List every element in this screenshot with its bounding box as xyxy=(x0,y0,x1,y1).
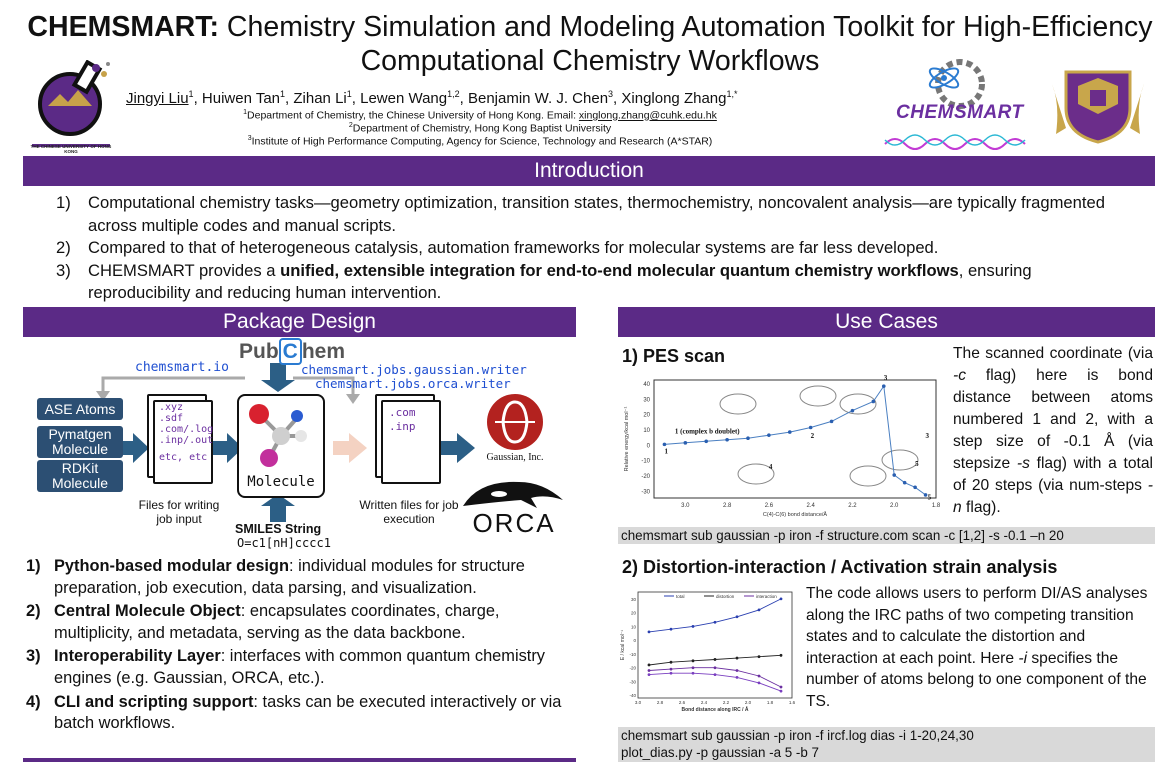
item-text: : encapsulates coordinates, charge, multiplicity, and metadata, serving as the data backbone. xyxy=(54,602,500,642)
dias-xtick-label: 1.8 xyxy=(766,700,774,705)
molecule-structure-icon xyxy=(720,394,756,414)
written-caption: Written files for job execution xyxy=(359,498,459,526)
file-ext: .xyz xyxy=(159,402,184,413)
dias-text: The code allows users to perform DI/AS analyses along the IRC paths of two competing transition states and to calculate the distortion and interaction at each point. Here xyxy=(806,585,1148,667)
item-bold-text: Python-based modular design xyxy=(54,557,289,575)
pes-point-label: 1 xyxy=(664,447,668,456)
pubchem-text: hem xyxy=(301,340,346,363)
io-module-label: chemsmart.io xyxy=(135,360,229,375)
author-name: Xinglong Zhang xyxy=(621,90,727,107)
pes-ytick-label: -30 xyxy=(641,489,650,496)
item-text: , ensuring reproducibility and reducing human intervention. xyxy=(88,260,1032,303)
author-name: Benjamin W. J. Chen xyxy=(467,90,609,107)
pes-point-label: 3 xyxy=(883,374,888,382)
dias-data-point xyxy=(714,673,717,676)
file-ext: etc, etc xyxy=(159,452,208,463)
pes-point-label: 5 xyxy=(927,493,932,502)
package-feature-list xyxy=(26,556,582,737)
dias-command[interactable]: chemsmart sub gaussian -p iron -f ircf.log dias -i 1-20,24,30 xyxy=(621,728,974,743)
pes-xlabel: C(4)-C(6) bond distance/Å xyxy=(762,512,828,518)
author-sup: 1 xyxy=(346,89,352,99)
introduction-heading: Introduction xyxy=(23,156,1155,186)
pes-text: flag) here is bond distance between atoms numbered 1 and 2, with a step size of -0.1 Å (via stepsize xyxy=(953,367,1153,472)
dias-data-point xyxy=(670,628,673,631)
pes-data-point xyxy=(892,473,896,477)
dias-data-point xyxy=(758,608,761,611)
dias-ytick-label: -40 xyxy=(629,693,636,699)
input-files-icon xyxy=(147,394,214,482)
pymatgen-box xyxy=(37,426,123,458)
pes-data-point xyxy=(872,400,876,404)
cuhk-crest xyxy=(1052,64,1144,146)
item-number: 3) xyxy=(26,647,41,666)
item-number: 4) xyxy=(26,692,41,711)
pes-command[interactable]: chemsmart sub gaussian -p iron -f structure.com scan -c [1,2] -s -0.1 –n 20 xyxy=(618,527,1155,544)
dias-text: specifies the number of atoms belong to one component of the TS. xyxy=(806,649,1147,710)
aff-text: Department of Chemistry, the Chinese University of Hong Kong. Email: xyxy=(247,109,579,122)
aff-sup: 2 xyxy=(348,122,353,129)
pes-data-point xyxy=(684,441,688,445)
aff-text: Institute of High Performance Computing, Agency for Science, Technology and Research (A*STAR) xyxy=(251,135,713,148)
author-sup: 1 xyxy=(280,89,286,99)
list-item xyxy=(26,556,582,599)
pes-point-label: 5 xyxy=(915,459,919,468)
dias-data-point xyxy=(648,664,651,667)
pes-flag: -c xyxy=(953,367,966,384)
molecule-structure-icon xyxy=(882,450,918,470)
item-text: CHEMSMART provides a xyxy=(88,260,281,280)
gaussian-caption: Gaussian, Inc. xyxy=(486,452,544,463)
pes-text: The scanned coordinate (via xyxy=(953,345,1153,362)
pes-ytick-label: 30 xyxy=(643,397,650,404)
title-rest: Chemistry Simulation and Modeling Automation Toolkit for High-Efficiency Computational Chemistry Workflows xyxy=(219,11,1153,77)
rdkit-label: RDKit Molecule xyxy=(51,460,109,491)
pes-point-label: 1 (complex b doublet) xyxy=(674,427,740,436)
pes-flag: -s xyxy=(1016,455,1030,472)
pubchem-logo xyxy=(239,340,345,364)
list-item xyxy=(56,237,1126,260)
item-bold-text: CLI and scripting support xyxy=(54,692,254,711)
aff-sup: 1 xyxy=(243,109,248,116)
chemsmart-logo xyxy=(880,56,1030,154)
author-name: Zihan Li xyxy=(293,90,347,107)
dias-data-point xyxy=(736,676,739,679)
dias-data-point xyxy=(758,675,761,678)
dias-command-block xyxy=(618,727,1155,762)
pes-data-point xyxy=(788,430,792,434)
pes-xtick-label: 2.4 xyxy=(806,503,815,509)
dias-plot-frame xyxy=(638,592,792,698)
dias-legend-label: distortion xyxy=(716,594,735,599)
dias-xlabel: Bond distance along IRC / Å xyxy=(681,707,749,713)
dias-data-point xyxy=(780,690,783,693)
pes-ylabel: Relative energy/kcal mol⁻¹ xyxy=(624,406,630,472)
dias-data-point xyxy=(758,681,761,684)
pes-xtick-label: 3.0 xyxy=(681,503,690,509)
gaussian-logo xyxy=(479,392,551,464)
item-bold-text: unified, extensible integration for end-to-end molecular quantum chemistry workflows xyxy=(280,260,959,280)
item-text: Compared to that of heterogeneous catalysis, automation frameworks for molecular systems are far less developed. xyxy=(88,238,939,258)
files-caption: Files for writing job input xyxy=(138,498,220,526)
pes-scan-chart xyxy=(618,374,948,520)
pes-text: flag) with a total of 20 steps (via num-steps xyxy=(953,455,1153,494)
title-bold: CHEMSMART: xyxy=(27,11,219,43)
item-number: 3) xyxy=(56,260,71,280)
dias-ytick-label: -20 xyxy=(629,665,636,671)
dias-ytick-label: 10 xyxy=(630,624,636,630)
pes-xtick-label: 2.8 xyxy=(722,503,732,509)
writer-module-label: chemsmart.jobs.gaussian.writer xyxy=(301,362,527,377)
smiles-label: SMILES String xyxy=(235,522,322,536)
molecule-structure-icon xyxy=(850,466,886,486)
pes-data-point xyxy=(913,485,917,489)
orca-caption: ORCA xyxy=(472,508,556,538)
dias-xtick-label: 2.4 xyxy=(700,700,708,705)
author-sup: 1,* xyxy=(726,89,738,99)
pes-xtick-label: 2.0 xyxy=(890,503,899,509)
pes-data-point xyxy=(704,439,708,443)
dias-ytick-label: 20 xyxy=(630,610,636,616)
dias-data-point xyxy=(780,597,783,600)
pes-data-point xyxy=(882,384,886,388)
pes-ytick-label: 0 xyxy=(646,443,650,450)
item-text: : tasks can be executed interactively or via batch workflows. xyxy=(54,692,562,733)
pes-data-point xyxy=(725,438,729,442)
dias-data-point xyxy=(692,659,695,662)
list-item xyxy=(26,646,582,689)
item-text: Computational chemistry tasks—geometry optimization, transition states, thermochemistry, noncovalent analysis—are typically fragmented across multiple codes and manual scripts. xyxy=(88,193,1105,235)
aff-text: Department of Chemistry, Hong Kong Baptist University xyxy=(352,122,612,135)
affiliation-3 xyxy=(180,135,780,148)
dias-legend-label: total xyxy=(676,594,685,599)
dias-data-point xyxy=(670,672,673,675)
introduction-list xyxy=(56,192,1126,305)
writer-module-label: chemsmart.jobs.orca.writer xyxy=(315,376,511,391)
pes-point-label: 3 xyxy=(925,432,930,441)
list-item xyxy=(26,692,582,735)
file-ext: .com xyxy=(389,406,416,419)
item-bold-text: Central Molecule Object xyxy=(54,602,241,621)
dias-title: 2) Distortion-interaction / Activation strain analysis xyxy=(622,557,1058,577)
dias-data-point xyxy=(758,655,761,658)
pes-data-point xyxy=(851,409,855,413)
dias-xtick-label: 2.2 xyxy=(722,700,730,705)
pes-plot-frame xyxy=(654,380,936,498)
pes-ytick-label: 20 xyxy=(643,412,650,419)
smiles-value: O=c1[nH]cccc1 xyxy=(237,536,331,550)
left-logo-caption: THE CHINESE UNIVERSITY OF HONG KONG xyxy=(30,144,112,154)
aff-sup: 3 xyxy=(247,135,252,142)
dias-data-point xyxy=(736,657,739,660)
ase-atoms-box: ASE Atoms xyxy=(37,398,123,420)
item-bold-text: Interoperability Layer xyxy=(54,647,221,666)
dias-data-point xyxy=(780,686,783,689)
author-name: Huiwen Tan xyxy=(201,90,281,107)
affiliation-1 xyxy=(180,109,780,122)
bottom-bar-left xyxy=(23,758,576,762)
list-item xyxy=(56,260,1126,305)
dias-data-point xyxy=(670,661,673,664)
file-ext: .com/.log xyxy=(159,424,214,435)
pes-data-point xyxy=(809,426,813,430)
dias-xtick-label: 2.6 xyxy=(678,700,686,705)
dias-xtick-label: 1.6 xyxy=(788,700,796,705)
pes-point-label: 4 xyxy=(768,462,773,471)
list-item xyxy=(56,192,1126,237)
pes-xtick-label: 2.2 xyxy=(848,503,857,509)
dias-data-point xyxy=(648,669,651,672)
pes-ytick-label: 10 xyxy=(643,428,650,435)
pes-data-point xyxy=(746,436,750,440)
dias-data-point xyxy=(736,615,739,618)
pes-ytick-label: -20 xyxy=(641,474,650,481)
pes-text: flag). xyxy=(961,499,1001,516)
written-files-icon xyxy=(375,394,437,482)
use-cases-heading: Use Cases xyxy=(618,307,1155,337)
dias-data-point xyxy=(692,666,695,669)
pes-flag: -n xyxy=(953,477,1153,516)
molecule-structure-icon xyxy=(840,394,876,414)
dias-chart xyxy=(618,588,798,714)
pes-data-point xyxy=(830,420,834,424)
dias-data-point xyxy=(714,658,717,661)
pes-point-label: 2 xyxy=(810,432,815,441)
chemsmart-logo-text: CHEMSMART xyxy=(896,102,1024,123)
file-ext: .sdf xyxy=(159,413,184,424)
dias-ytick-label: 30 xyxy=(630,596,636,602)
pubchem-text: Pub xyxy=(239,340,279,363)
dias-ytick-label: -30 xyxy=(629,679,636,685)
orca-logo xyxy=(459,472,569,544)
dias-ytick-label: 0 xyxy=(633,638,636,644)
item-number: 2) xyxy=(56,238,71,258)
author-name: Lewen Wang xyxy=(360,90,448,107)
dias-data-point xyxy=(692,625,695,628)
pes-ytick-label: 40 xyxy=(643,382,650,389)
author-sup: 1,2 xyxy=(447,89,460,99)
pes-ytick-label: -10 xyxy=(641,458,650,465)
pes-data-point xyxy=(767,433,771,437)
author-list: Jingyi Liu$^1$, Huiwen Tan$^1$, Zihan Li$^1$, Lewen Wang$^{1,2}$, Benjamin W. J. Chen$^3$, Xinglong Zhang$^{1,*}$ xyxy=(126,89,738,107)
pymatgen-label: Pymatgen Molecule xyxy=(48,426,112,457)
molecule-structure-icon xyxy=(800,386,836,406)
dias-data-point xyxy=(648,673,651,676)
dias-data-point xyxy=(648,631,651,634)
author-name: Jingyi Liu xyxy=(126,90,189,107)
pubchem-c: C xyxy=(279,338,302,365)
author-sup: 1 xyxy=(188,89,194,99)
dias-data-point xyxy=(736,669,739,672)
pes-xtick-label: 2.6 xyxy=(764,503,774,509)
dias-data-point xyxy=(670,668,673,671)
dias-ytick-label: -10 xyxy=(629,651,636,657)
dias-data-point xyxy=(714,621,717,624)
item-number: 1) xyxy=(26,557,41,575)
molecule-label: Molecule xyxy=(247,474,315,490)
dias-data-point xyxy=(714,666,717,669)
pes-data-point xyxy=(663,443,667,447)
file-ext: .inp/.out xyxy=(159,435,214,446)
item-number: 2) xyxy=(26,602,41,621)
dias-xtick-label: 2.8 xyxy=(656,700,664,705)
pes-series-line xyxy=(664,386,925,495)
file-ext: .inp xyxy=(389,420,416,433)
package-diagram xyxy=(23,338,576,550)
dias-xtick-label: 2.0 xyxy=(744,700,752,705)
dias-ylabel: E / kcal mol⁻¹ xyxy=(620,629,626,661)
item-number: 1) xyxy=(56,193,71,212)
pes-scan-title: 1) PES scan xyxy=(622,346,726,366)
dias-legend-label: interaction xyxy=(756,594,777,599)
molecule-icon xyxy=(239,396,323,472)
pes-data-point xyxy=(903,481,907,485)
package-design-heading: Package Design xyxy=(23,307,576,337)
author-sup: 3 xyxy=(608,89,614,99)
plot-command[interactable]: plot_dias.py -p gaussian -a 5 -b 7 xyxy=(621,745,820,760)
dias-series-line xyxy=(649,599,781,632)
dias-xtick-label: 3.0 xyxy=(634,700,642,705)
item-text: : individual modules for structure preparation, job execution, data parsing, and visualization. xyxy=(54,557,525,597)
molecule-object-box xyxy=(237,394,325,498)
pes-xtick-label: 1.8 xyxy=(931,503,941,509)
dias-data-point xyxy=(780,654,783,657)
list-item xyxy=(26,601,582,644)
rdkit-box xyxy=(37,460,123,492)
item-text: : interfaces with common quantum chemistry engines (e.g. Gaussian, ORCA, etc.). xyxy=(54,647,545,687)
affiliation-2 xyxy=(180,122,780,135)
dias-data-point xyxy=(692,672,695,675)
pes-description xyxy=(953,343,1153,519)
dias-description xyxy=(806,583,1154,712)
email-link[interactable]: xinglong.zhang@cuhk.edu.hk xyxy=(578,109,717,122)
dias-flag: -i xyxy=(1018,649,1028,667)
